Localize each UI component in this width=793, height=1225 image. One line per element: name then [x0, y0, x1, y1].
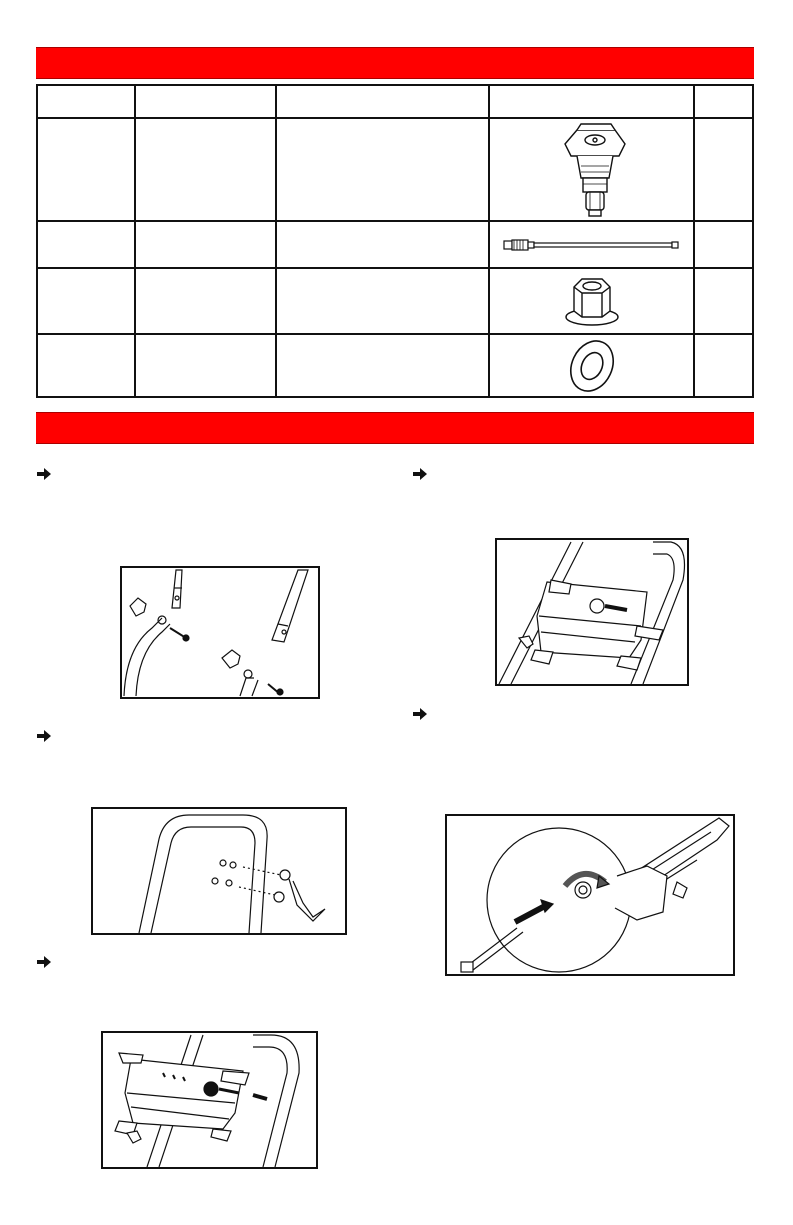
parts-section-header: [36, 47, 754, 79]
nozzle-holder-installed-illustration: [495, 538, 689, 686]
spray-wand-icon: [502, 237, 682, 253]
handle-assembly-illustration: [120, 566, 320, 699]
right-arrow-icon: [36, 729, 52, 743]
nozzle-holder-mounting-illustration: [101, 1031, 318, 1169]
assembly-section-header: [36, 412, 754, 444]
wand-gun-connection-illustration: [445, 814, 735, 976]
table-header-cell: [38, 86, 134, 117]
table-header-cell: [490, 86, 693, 117]
right-arrow-icon: [412, 707, 428, 721]
right-arrow-icon: [36, 955, 52, 969]
quick-connect-nozzle-icon: [547, 122, 637, 218]
wand-part-image: [490, 222, 693, 267]
table-header-cell: [277, 86, 488, 117]
right-arrow-icon: [36, 467, 52, 481]
table-header-cell: [695, 86, 754, 117]
washer-part-image: [490, 335, 693, 396]
flange-nut-icon: [562, 273, 622, 329]
table-header-cell: [136, 86, 275, 117]
nut-part-image: [490, 269, 693, 333]
nozzle-part-image: [490, 119, 693, 220]
parts-table: [36, 84, 754, 398]
right-arrow-icon: [412, 467, 428, 481]
hose-hook-illustration: [91, 807, 347, 935]
washer-icon: [567, 338, 617, 394]
